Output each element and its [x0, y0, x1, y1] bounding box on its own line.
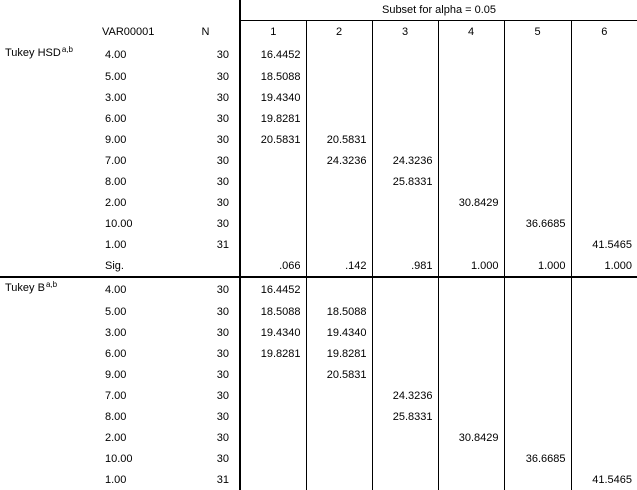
subset-4-value — [438, 301, 504, 322]
table-row — [0, 108, 637, 129]
n-value: 30 — [172, 43, 240, 66]
table-row — [0, 277, 637, 301]
subset-1-value — [240, 469, 306, 490]
var-value: 9.00 — [105, 368, 127, 381]
subset-1-value — [240, 192, 306, 213]
subset-1-value — [240, 385, 306, 406]
var-value: 4.00 — [99, 277, 172, 301]
subset-1-value: 18.5088 — [240, 66, 306, 87]
subset-4-value — [438, 385, 504, 406]
table-row — [0, 171, 637, 192]
subset-6-value — [571, 150, 637, 171]
subset-4-value — [438, 108, 504, 129]
subset-6-value — [571, 43, 637, 66]
subset-5-value — [504, 108, 571, 129]
subset-col-1: 1 — [240, 21, 306, 44]
subset-1-value: 19.4340 — [240, 322, 306, 343]
subset-3-value — [372, 192, 438, 213]
subset-1-value: 19.4340 — [240, 87, 306, 108]
table-row — [0, 192, 637, 213]
subset-2-value — [306, 108, 372, 129]
method-blank — [0, 213, 99, 234]
table-row — [0, 43, 637, 66]
header-row-1 — [0, 0, 637, 21]
method-label — [0, 43, 99, 66]
subset-3-value: .981 — [372, 255, 438, 277]
subset-1-value: 19.8281 — [240, 343, 306, 364]
subset-3-value: 25.8331 — [372, 406, 438, 427]
subset-2-value: 18.5088 — [306, 301, 372, 322]
subset-4-value — [438, 406, 504, 427]
n-value: 30 — [172, 213, 240, 234]
n-value: 30 — [172, 301, 240, 322]
n-value: 30 — [172, 66, 240, 87]
subset-3-value — [372, 343, 438, 364]
table-row — [0, 255, 637, 277]
var-header: VAR00001 — [102, 25, 155, 38]
subset-4-value — [438, 469, 504, 490]
header-blank-n — [172, 0, 240, 21]
table-row — [0, 66, 637, 87]
subset-3-value: 24.3236 — [372, 150, 438, 171]
subset-1-value — [240, 213, 306, 234]
subset-col-2: 2 — [306, 21, 372, 44]
method-blank — [0, 364, 99, 385]
n-value: 30 — [172, 171, 240, 192]
subset-2-value: .142 — [306, 255, 372, 277]
method-blank — [0, 448, 99, 469]
var-value: 8.00 — [105, 175, 127, 188]
subset-6-value — [571, 108, 637, 129]
subset-5-value — [504, 364, 571, 385]
table-row — [0, 129, 637, 150]
subset-5-value — [504, 87, 571, 108]
subset-4-value — [438, 150, 504, 171]
var-value: 6.00 — [105, 112, 127, 125]
subset-2-value — [306, 43, 372, 66]
subset-5-value — [504, 385, 571, 406]
subset-3-value — [372, 301, 438, 322]
var-value: 4.00 — [105, 48, 127, 61]
subset-2-value — [306, 171, 372, 192]
subset-6-value: 1.000 — [604, 259, 633, 272]
method-blank — [0, 469, 99, 490]
var-value: 1.00 — [105, 473, 127, 486]
table-row — [0, 385, 637, 406]
table-row — [0, 301, 637, 322]
subset-6-value: 41.5465 — [592, 238, 633, 251]
subset-6-value — [571, 301, 637, 322]
var-value: 7.00 — [105, 154, 127, 167]
n-value: 30 — [172, 192, 240, 213]
subset-5-value: 36.6685 — [504, 213, 571, 234]
subset-3-value: 25.8331 — [372, 171, 438, 192]
method-blank — [0, 192, 99, 213]
var-value: 5.00 — [105, 305, 127, 318]
subset-3-value — [372, 322, 438, 343]
subset-3-value — [372, 427, 438, 448]
method-footnote-ref: a,b — [45, 280, 58, 289]
method-footnote-ref: a,b — [61, 45, 73, 54]
subset-1-value — [240, 364, 306, 385]
method-label — [0, 277, 99, 301]
var-value: 2.00 — [105, 196, 127, 209]
subset-5-value — [504, 43, 571, 66]
table-row — [0, 234, 637, 255]
subset-6-value — [571, 192, 637, 213]
method-blank — [0, 322, 99, 343]
n-value: 30 — [172, 129, 240, 150]
subset-6-value — [571, 364, 637, 385]
subset-4-value — [438, 129, 504, 150]
subset-1-value: 20.5831 — [240, 129, 306, 150]
subset-4-value — [438, 277, 504, 301]
subset-1-value: 19.8281 — [240, 108, 306, 129]
subset-3-value — [372, 213, 438, 234]
subset-5-value — [504, 129, 571, 150]
subset-4-value — [438, 448, 504, 469]
subset-6-value — [571, 66, 637, 87]
header-row-2 — [0, 21, 637, 44]
subset-5-value — [504, 427, 571, 448]
subset-5-value — [504, 343, 571, 364]
method-blank — [0, 150, 99, 171]
subset-2-value — [306, 469, 372, 490]
table-row — [0, 469, 637, 490]
var-value: 10.00 — [105, 452, 133, 465]
subset-4-value: 30.8429 — [438, 192, 504, 213]
subset-2-value: 20.5831 — [306, 364, 372, 385]
subset-1-value — [240, 448, 306, 469]
subset-col-6: 6 — [601, 26, 608, 38]
subset-1-value: .066 — [240, 255, 306, 277]
subset-5-value — [504, 192, 571, 213]
subset-5-value — [504, 322, 571, 343]
subset-6-value — [571, 322, 637, 343]
header-blank-var — [99, 0, 172, 21]
header-blank-method — [0, 0, 99, 21]
var-value: Sig. — [105, 259, 124, 272]
n-value: 30 — [172, 448, 240, 469]
table-row — [0, 406, 637, 427]
subset-4-value — [438, 234, 504, 255]
table-row — [0, 213, 637, 234]
table-row — [0, 150, 637, 171]
subset-1-value — [240, 427, 306, 448]
n-value: 30 — [172, 385, 240, 406]
n-value: 30 — [172, 277, 240, 301]
subset-6-value — [571, 87, 637, 108]
method-name: Tukey HSD — [5, 47, 61, 59]
subset-3-value — [372, 277, 438, 301]
subset-2-value — [306, 213, 372, 234]
var-value: 9.00 — [105, 133, 127, 146]
var-value: 2.00 — [105, 431, 127, 444]
subset-2-value — [306, 234, 372, 255]
method-blank — [0, 171, 99, 192]
method-blank — [0, 87, 99, 108]
subset-6-value — [571, 171, 637, 192]
method-name: Tukey B — [5, 282, 45, 294]
subset-5-value: 36.6685 — [504, 448, 571, 469]
subset-5-value — [504, 171, 571, 192]
subset-2-value: 19.8281 — [306, 343, 372, 364]
method-blank — [0, 427, 99, 448]
subset-2-value — [306, 448, 372, 469]
subset-2-value — [306, 87, 372, 108]
subset-4-value — [438, 343, 504, 364]
subset-6-value — [571, 406, 637, 427]
subset-2-value — [306, 385, 372, 406]
method-blank — [0, 255, 99, 277]
subset-6-value — [571, 213, 637, 234]
subset-6-value — [571, 277, 637, 301]
subset-4-value — [438, 87, 504, 108]
n-header: N — [172, 21, 240, 44]
subset-5-value — [504, 469, 571, 490]
subset-6-value — [571, 448, 637, 469]
table-row — [0, 448, 637, 469]
subset-1-value — [240, 406, 306, 427]
subset-4-value — [438, 171, 504, 192]
method-blank — [0, 301, 99, 322]
subset-2-value: 24.3236 — [306, 150, 372, 171]
var-value: 5.00 — [105, 70, 127, 83]
subset-4-value: 30.8429 — [438, 427, 504, 448]
subset-6-value — [571, 129, 637, 150]
subset-5-value — [504, 277, 571, 301]
subset-4-value — [438, 43, 504, 66]
subset-1-value: 16.4452 — [240, 43, 306, 66]
method-blank — [0, 234, 99, 255]
method-blank — [0, 129, 99, 150]
var-value: 7.00 — [105, 389, 127, 402]
subset-4-value — [438, 322, 504, 343]
n-value: 30 — [172, 87, 240, 108]
var-value: 1.00 — [105, 238, 127, 251]
n-value: 30 — [172, 150, 240, 171]
subset-col-5: 5 — [504, 21, 571, 44]
subset-5-value: 1.000 — [504, 255, 571, 277]
subset-1-value — [240, 171, 306, 192]
table-row — [0, 427, 637, 448]
n-value: 30 — [172, 108, 240, 129]
method-blank — [0, 66, 99, 87]
subset-3-value — [372, 469, 438, 490]
subset-2-value: 19.4340 — [306, 322, 372, 343]
var-value: 3.00 — [105, 326, 127, 339]
subset-col-4: 4 — [438, 21, 504, 44]
subset-4-value — [438, 364, 504, 385]
subset-6-value — [571, 385, 637, 406]
subset-3-value — [372, 87, 438, 108]
method-blank — [0, 108, 99, 129]
subset-2-value — [306, 427, 372, 448]
subset-3-value — [372, 234, 438, 255]
method-blank — [0, 406, 99, 427]
n-value: 31 — [172, 234, 240, 255]
n-value: 30 — [172, 406, 240, 427]
subset-3-value — [372, 43, 438, 66]
subset-3-value — [372, 66, 438, 87]
subset-1-value — [240, 234, 306, 255]
table-row — [0, 87, 637, 108]
table-row — [0, 322, 637, 343]
n-value: 30 — [172, 322, 240, 343]
var-value: 3.00 — [105, 91, 127, 104]
n-value: 31 — [172, 469, 240, 490]
subset-4-value — [438, 66, 504, 87]
method-blank — [0, 385, 99, 406]
subset-4-value: 1.000 — [438, 255, 504, 277]
subset-col-3: 3 — [372, 21, 438, 44]
subset-2-value — [306, 277, 372, 301]
subset-6-value — [571, 427, 637, 448]
subset-2-value: 20.5831 — [306, 129, 372, 150]
n-value: 30 — [172, 364, 240, 385]
header-method — [0, 21, 99, 44]
subset-3-value: 24.3236 — [372, 385, 438, 406]
n-value: 30 — [172, 343, 240, 364]
subset-5-value — [504, 301, 571, 322]
n-value: 30 — [172, 427, 240, 448]
method-blank — [0, 343, 99, 364]
subset-5-value — [504, 150, 571, 171]
table-row — [0, 364, 637, 385]
subset-3-value — [372, 108, 438, 129]
subset-6-value: 41.5465 — [592, 473, 633, 486]
subset-5-value — [504, 406, 571, 427]
subset-header: Subset for alpha = 0.05 — [240, 0, 637, 21]
subset-1-value: 16.4452 — [240, 277, 306, 301]
table-row — [0, 343, 637, 364]
n-value — [172, 255, 240, 277]
subset-5-value — [504, 66, 571, 87]
subset-6-value — [571, 343, 637, 364]
subset-4-value — [438, 213, 504, 234]
subset-2-value — [306, 406, 372, 427]
var-value: 10.00 — [105, 217, 133, 230]
subset-1-value: 18.5088 — [240, 301, 306, 322]
subset-3-value — [372, 364, 438, 385]
subset-3-value — [372, 129, 438, 150]
subset-2-value — [306, 192, 372, 213]
var-value: 8.00 — [105, 410, 127, 423]
var-value: 6.00 — [105, 347, 127, 360]
subset-3-value — [372, 448, 438, 469]
subset-1-value — [240, 150, 306, 171]
subset-5-value — [504, 234, 571, 255]
subset-2-value — [306, 66, 372, 87]
